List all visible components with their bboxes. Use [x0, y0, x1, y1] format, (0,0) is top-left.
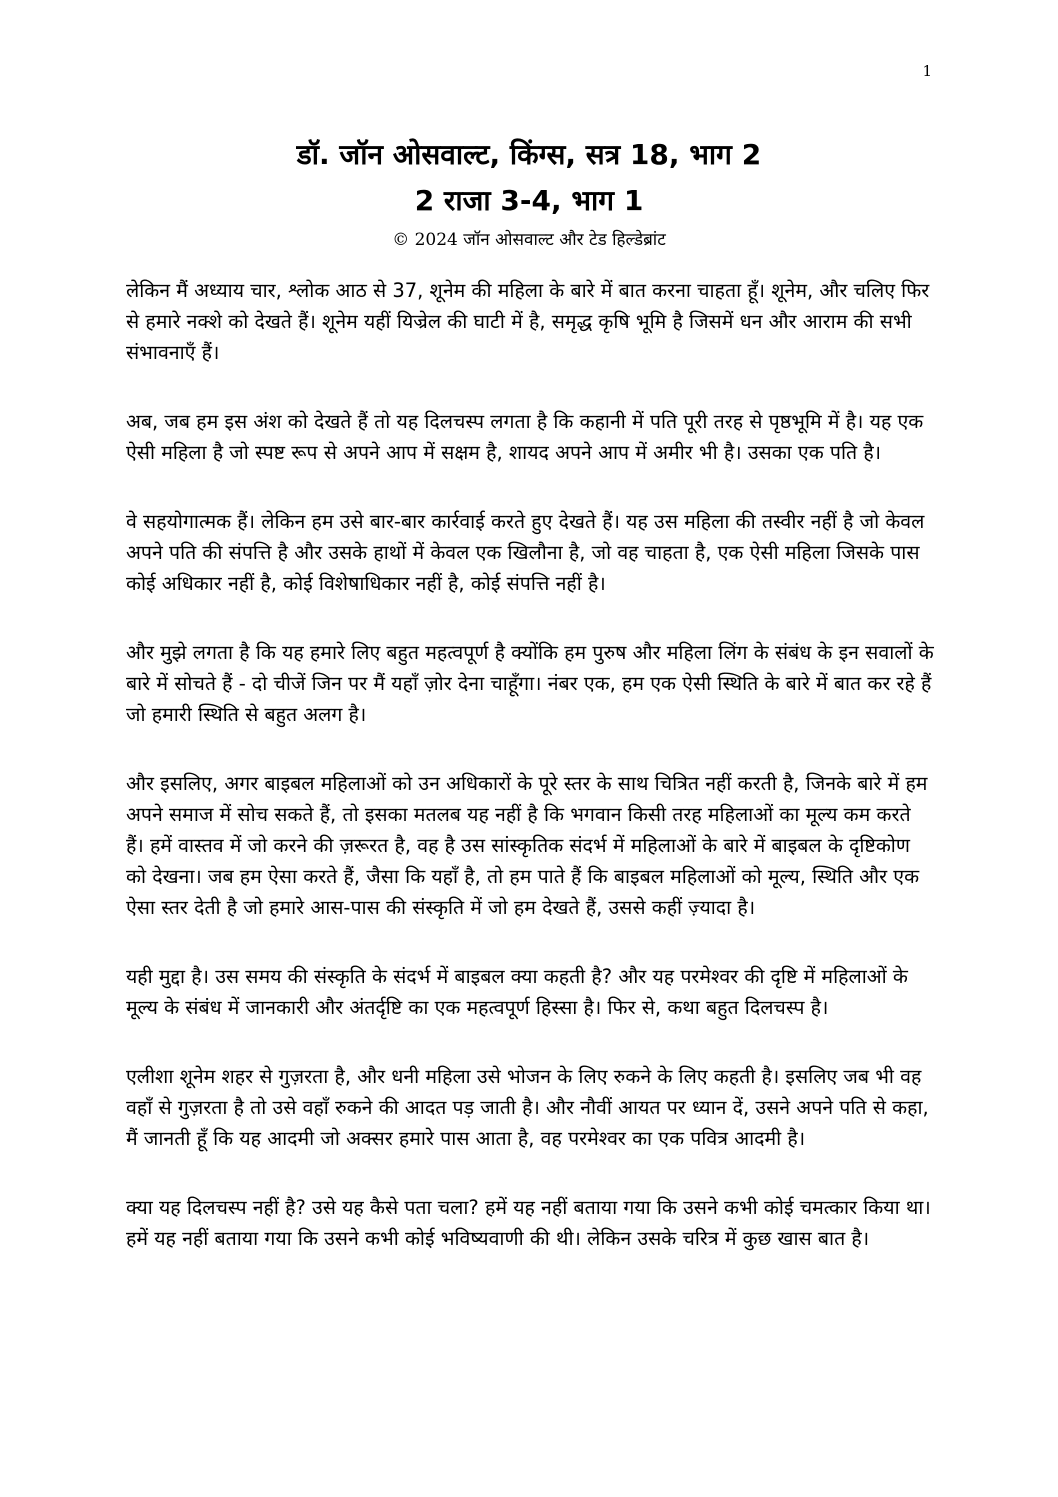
document-body [126, 275, 934, 1292]
paragraph: और मुझे लगता है कि यह हमारे लिए बहुत महत्वपूर्ण है क्योंकि हम पुरुष और महिला लिंग के संबंध के इन सवालों के बारे में सोचते हैं - दो चीजें जिन पर मैं यहाँ ज़ोर देना चाहूँगा। नंबर एक, हम एक ऐसी स्थिति के बारे में बात कर रहे हैं जो हमारी स्थिति से बहुत अलग है। [126, 641, 934, 726]
paragraph: लेकिन मैं अध्याय चार, श्लोक आठ से 37, शूनेम की महिला के बारे में बात करना चाहता हूँ। शूनेम, और चलिए फिर से हमारे नक्शे को देखते हैं। शूनेम यहीं यिज्रेल की घाटी में है, समृद्ध कृषि भूमि है जिसमें धन और आराम की सभी संभावनाएँ हैं। [126, 279, 930, 364]
paragraph: और इसलिए, अगर बाइबल महिलाओं को उन अधिकारों के पूरे स्तर के साथ चित्रित नहीं करती है, जिनके बारे में हम अपने समाज में सोच सकते हैं, तो इसका मतलब यह नहीं है कि भगवान किसी तरह महिलाओं का मूल्य कम करते हैं। हमें वास्तव में जो करने की ज़रूरत है, वह है उस सांस्कृतिक संदर्भ में महिलाओं के बारे में बाइबल के दृष्टिकोण को देखना। जब हम ऐसा करते हैं, जैसा कि यहाँ है, तो हम पाते हैं कि बाइबल महिलाओं को मूल्य, स्थिति और एक ऐसा स्तर देती है जो हमारे आस-पास की संस्कृति में जो हम देखते हैं, उससे कहीं ज़्यादा है। [126, 772, 928, 919]
document-header [0, 132, 1058, 254]
paragraph: वे सहयोगात्मक हैं। लेकिन हम उसे बार-बार कार्रवाई करते हुए देखते हैं। यह उस महिला की तस्वीर नहीं है जो केवल अपने पति की संपत्ति है और उसके हाथों में केवल एक खिलौना है, जो वह चाहता है, एक ऐसी महिला जिसके पास कोई अधिकार नहीं है, कोई विशेषाधिकार नहीं है, कोई संपत्ति नहीं है। [126, 510, 925, 595]
page-number: 1 [922, 62, 932, 80]
paragraph: क्या यह दिलचस्प नहीं है? उसे यह कैसे पता चला? हमें यह नहीं बताया गया कि उसने कभी कोई चमत्कार किया था। हमें यह नहीं बताया गया कि उसने कभी कोई भविष्यवाणी की थी। लेकिन उसके चरित्र में कुछ खास बात है। [126, 1196, 931, 1250]
copyright-notice: © 2024 जॉन ओसवाल्ट और टेड हिल्डेब्रांट [392, 230, 666, 250]
document-title: डॉ. जॉन ओसवाल्ट, किंग्स, सत्र 18, भाग 2 [296, 138, 762, 171]
document-subtitle: 2 राजा 3-4, भाग 1 [414, 184, 644, 217]
paragraph: यही मुद्दा है। उस समय की संस्कृति के संदर्भ में बाइबल क्या कहती है? और यह परमेश्वर की दृष्टि में महिलाओं के मूल्य के संबंध में जानकारी और अंतर्दृष्टि का एक महत्वपूर्ण हिस्सा है। फिर से, कथा बहुत दिलचस्प है। [126, 965, 908, 1019]
paragraph: एलीशा शूनेम शहर से गुज़रता है, और धनी महिला उसे भोजन के लिए रुकने के लिए कहती है। इसलिए जब भी वह वहाँ से गुज़रता है तो उसे वहाँ रुकने की आदत पड़ जाती है। और नौवीं आयत पर ध्यान दें, उसने अपने पति से कहा, मैं जानती हूँ कि यह आदमी जो अक्सर हमारे पास आता है, वह परमेश्वर का एक पवित्र आदमी है। [126, 1065, 929, 1150]
paragraph: अब, जब हम इस अंश को देखते हैं तो यह दिलचस्प लगता है कि कहानी में पति पूरी तरह से पृष्ठभूमि में है। यह एक ऐसी महिला है जो स्पष्ट रूप से अपने आप में सक्षम है, शायद अपने आप में अमीर भी है। उसका एक पति है। [126, 410, 924, 464]
